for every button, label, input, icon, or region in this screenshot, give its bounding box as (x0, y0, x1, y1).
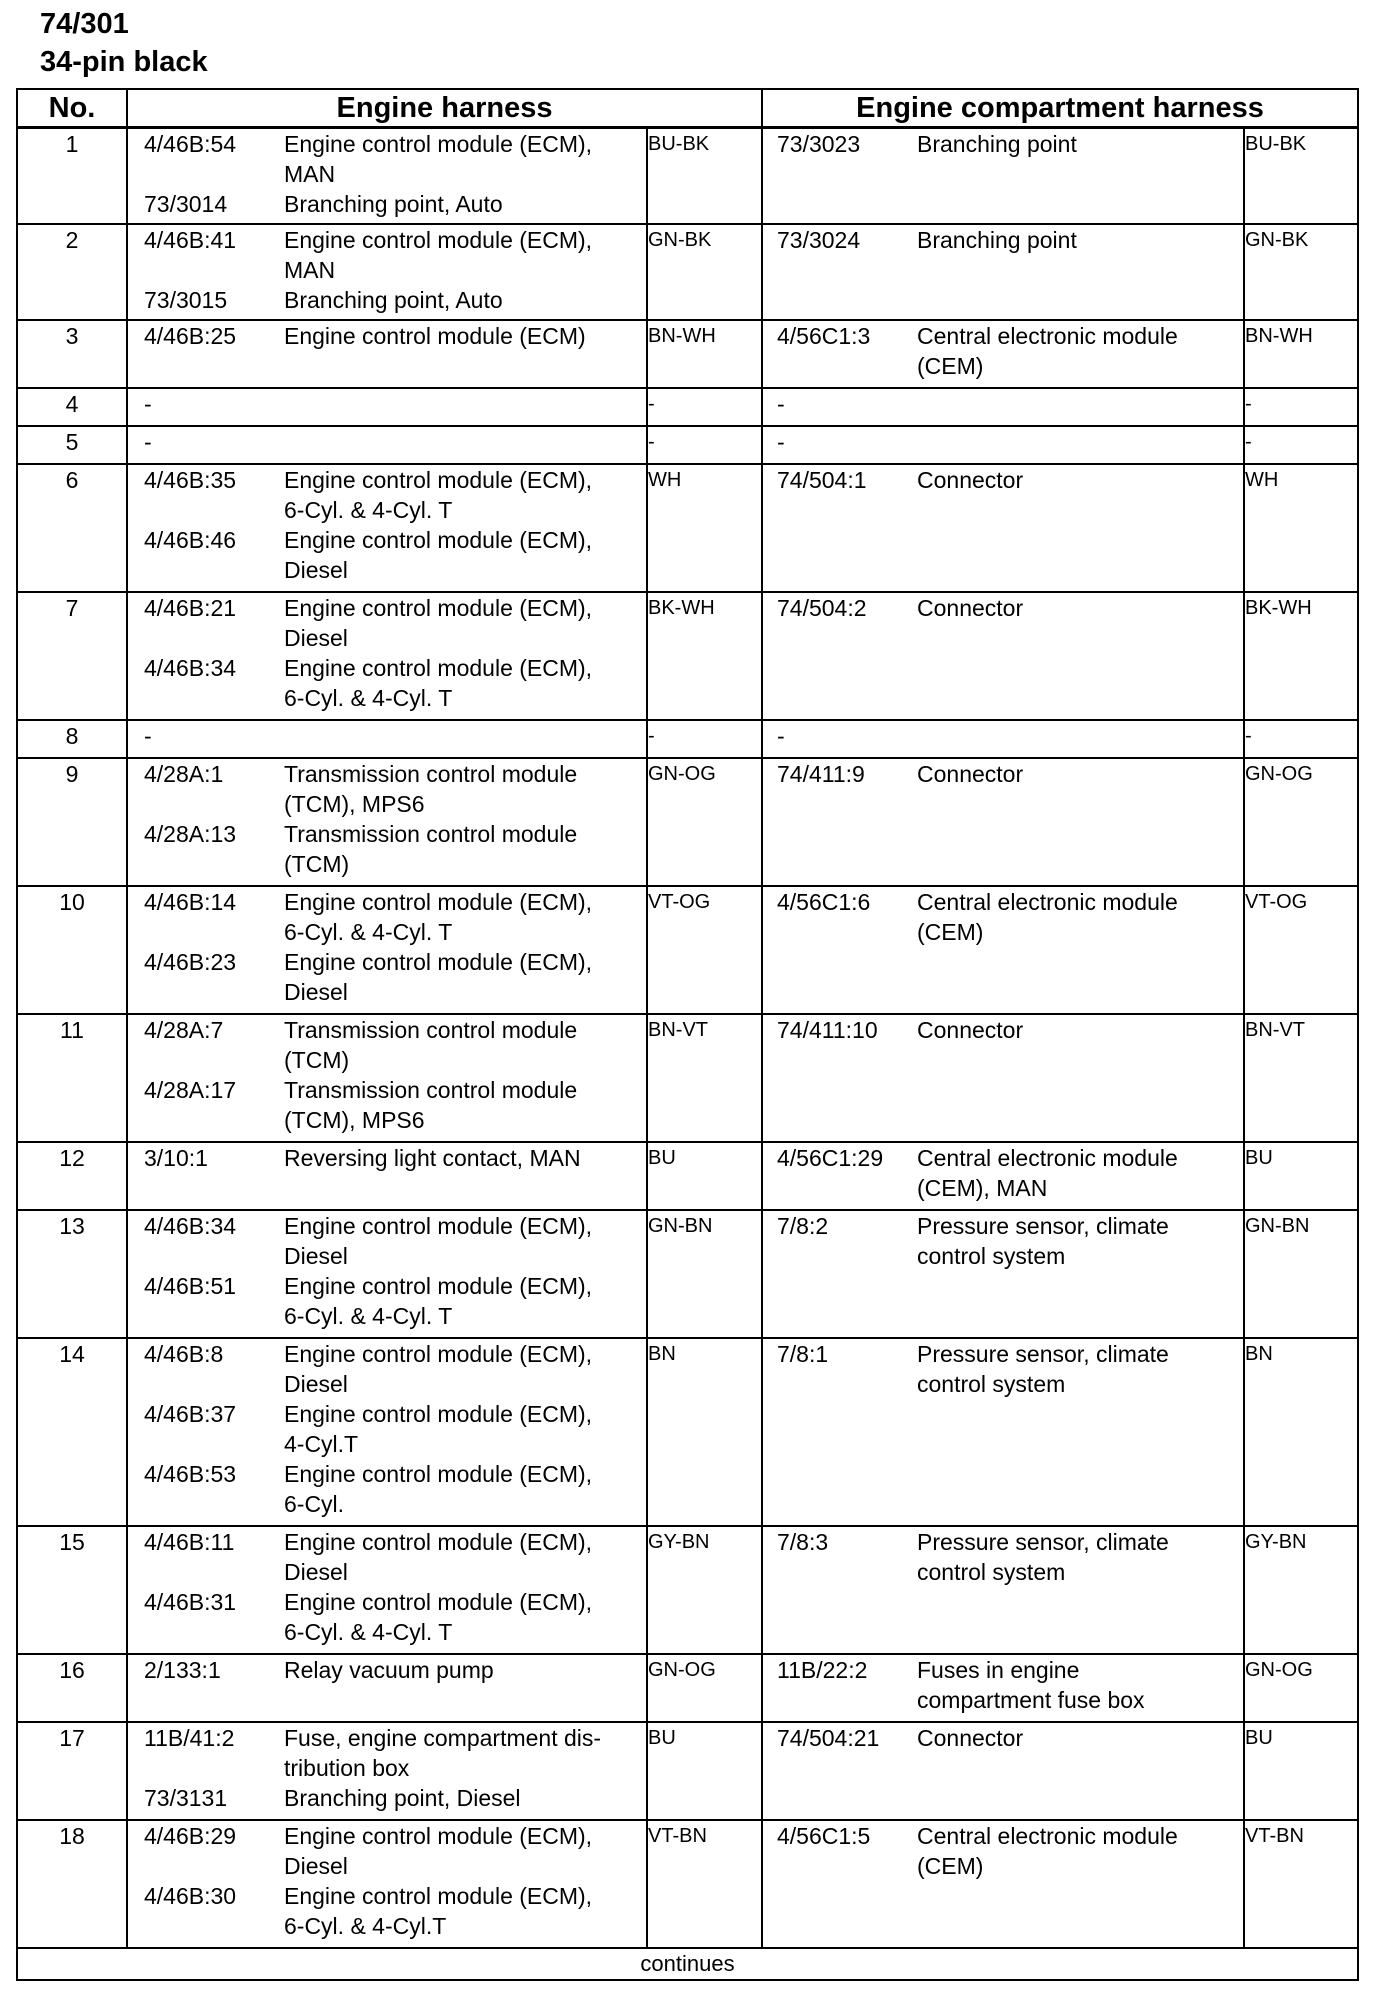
engine-harness-cell (127, 1526, 647, 1654)
compartment-entry (763, 1723, 1243, 1753)
engine-harness-cell (127, 426, 647, 464)
engine-terminal-code: 4/46B:21 (144, 594, 237, 621)
pin-number: 15 (17, 1526, 127, 1654)
pin-number: 11 (17, 1014, 127, 1142)
engine-entry (128, 1339, 646, 1399)
pin-number: 5 (17, 426, 127, 464)
compartment-entry (763, 1211, 1243, 1271)
engine-component-description (284, 721, 646, 751)
engine-entry (128, 721, 646, 751)
engine-harness-cell (127, 1142, 647, 1210)
engine-wire-color: GN-OG (647, 1654, 762, 1722)
engine-terminal-code: 4/46B:14 (144, 888, 237, 915)
compartment-entry (763, 225, 1243, 255)
engine-wire-color: - (647, 388, 762, 426)
compartment-wire-color: GN-BN (1244, 1210, 1358, 1338)
compartment-harness-cell (762, 1142, 1244, 1210)
pin-number: 16 (17, 1654, 127, 1722)
table-row (17, 464, 1358, 592)
compartment-terminal-code: 7/8:2 (777, 1212, 829, 1239)
compartment-component-description: Connector (917, 594, 1024, 621)
compartment-harness-cell (762, 224, 1244, 320)
engine-component-description: Branching point, Auto (284, 191, 503, 217)
engine-wire-color: VT-OG (647, 886, 762, 1014)
table-row (17, 128, 1358, 224)
table-row (17, 1654, 1358, 1722)
engine-entry (128, 759, 646, 819)
engine-terminal-code: 4/46B:35 (144, 466, 237, 493)
engine-terminal-code: 4/46B:54 (144, 131, 237, 157)
engine-wire-color: BN (647, 1338, 762, 1526)
engine-entry (128, 1723, 646, 1783)
pin-number: 6 (17, 464, 127, 592)
table-row (17, 720, 1358, 758)
compartment-terminal-code: 74/504:1 (777, 466, 867, 493)
engine-entry (128, 1459, 646, 1519)
compartment-entry (763, 321, 1243, 381)
engine-wire-color: BU-BK (647, 128, 762, 224)
pin-number: 14 (17, 1338, 127, 1526)
table-row (17, 758, 1358, 886)
engine-terminal-code: 4/46B:34 (144, 1212, 237, 1239)
engine-wire-color: - (647, 720, 762, 758)
compartment-terminal-code: 7/8:3 (777, 1528, 829, 1555)
engine-terminal-code: 4/46B:29 (144, 1822, 237, 1849)
compartment-wire-color: VT-BN (1244, 1820, 1358, 1948)
engine-component-description: Relay vacuum pump (284, 1656, 494, 1683)
compartment-terminal-code: - (777, 722, 785, 749)
engine-entry (128, 389, 646, 419)
compartment-wire-color: BK-WH (1244, 592, 1358, 720)
engine-entry (128, 653, 646, 713)
engine-terminal-code: 4/46B:30 (144, 1882, 237, 1909)
pin-number: 2 (17, 224, 127, 320)
engine-entry (128, 1881, 646, 1941)
compartment-harness-cell (762, 886, 1244, 1014)
compartment-component-description (917, 427, 1243, 457)
engine-entry (128, 285, 646, 315)
compartment-component-description (917, 389, 1243, 419)
engine-terminal-code: 4/46B:46 (144, 526, 237, 553)
engine-harness-cell (127, 1338, 647, 1526)
table-header (17, 89, 1358, 128)
compartment-harness-cell (762, 128, 1244, 224)
engine-wire-color: BN-WH (647, 320, 762, 388)
compartment-entry (763, 1527, 1243, 1587)
engine-harness-cell (127, 758, 647, 886)
engine-entry (128, 1075, 646, 1135)
compartment-harness-cell (762, 1526, 1244, 1654)
engine-entry (128, 1821, 646, 1881)
engine-harness-cell (127, 1654, 647, 1722)
engine-wire-color: BN-VT (647, 1014, 762, 1142)
compartment-wire-color: - (1244, 720, 1358, 758)
engine-component-description: Fuse, engine compartment dis- tribution box (284, 1724, 602, 1781)
compartment-terminal-code: 73/3024 (777, 226, 861, 253)
compartment-terminal-code: 74/411:10 (777, 1016, 878, 1043)
engine-entry (128, 887, 646, 947)
engine-component-description: Transmission control module (TCM) (284, 1016, 578, 1073)
engine-component-description: Engine control module (ECM), 6-Cyl. & 4-Cyl. T (284, 1588, 593, 1645)
table-row (17, 1338, 1358, 1526)
engine-component-description: Branching point, Diesel (284, 1784, 521, 1811)
col-header-engine-harness: Engine harness (127, 89, 762, 128)
compartment-component-description: Connector (917, 1016, 1024, 1043)
engine-harness-cell (127, 1820, 647, 1948)
engine-entry (128, 1527, 646, 1587)
table-row (17, 388, 1358, 426)
engine-entry (128, 947, 646, 1007)
compartment-wire-color: BU-BK (1244, 128, 1358, 224)
engine-wire-color: WH (647, 464, 762, 592)
compartment-component-description: Fuses in engine compartment fuse box (917, 1656, 1145, 1713)
engine-terminal-code: 73/3131 (144, 1784, 228, 1811)
engine-component-description: Engine control module (ECM) (284, 322, 586, 349)
engine-component-description: Engine control module (ECM), 6-Cyl. & 4-Cyl. T (284, 1272, 593, 1329)
engine-terminal-code: 4/28A:1 (144, 760, 224, 787)
engine-terminal-code: 4/28A:7 (144, 1016, 224, 1043)
compartment-component-description: Pressure sensor, climate control system (917, 1528, 1169, 1585)
engine-wire-color: GY-BN (647, 1526, 762, 1654)
engine-component-description: Engine control module (ECM), Diesel (284, 1340, 593, 1397)
compartment-terminal-code: 11B/22:2 (777, 1656, 868, 1683)
compartment-harness-cell (762, 1820, 1244, 1948)
engine-component-description (284, 389, 646, 419)
compartment-component-description: Central electronic module (CEM), MAN (917, 1144, 1178, 1201)
engine-component-description: Reversing light contact, MAN (284, 1144, 581, 1171)
engine-entry (128, 1143, 646, 1173)
engine-entry (128, 1655, 646, 1685)
engine-entry (128, 1211, 646, 1271)
engine-terminal-code: - (144, 722, 152, 749)
table-row (17, 426, 1358, 464)
engine-component-description: Branching point, Auto (284, 286, 503, 313)
engine-harness-cell (127, 464, 647, 592)
pin-number: 10 (17, 886, 127, 1014)
engine-entry (128, 1015, 646, 1075)
compartment-harness-cell (762, 1210, 1244, 1338)
engine-harness-cell (127, 592, 647, 720)
engine-terminal-code: 4/28A:13 (144, 820, 237, 847)
engine-component-description: Engine control module (ECM), 4-Cyl.T (284, 1400, 593, 1457)
compartment-harness-cell (762, 1338, 1244, 1526)
table-body (17, 128, 1358, 1948)
compartment-component-description: Central electronic module (CEM) (917, 322, 1178, 379)
engine-component-description (284, 427, 646, 457)
pin-number: 12 (17, 1142, 127, 1210)
compartment-component-description (917, 721, 1243, 751)
connector-description: 34-pin black (40, 46, 208, 78)
table-row (17, 592, 1358, 720)
engine-component-description: Engine control module (ECM), 6-Cyl. & 4-Cyl. T (284, 654, 593, 711)
compartment-harness-cell (762, 720, 1244, 758)
engine-component-description: Engine control module (ECM), Diesel (284, 1528, 593, 1585)
engine-wire-color: VT-BN (647, 1820, 762, 1948)
engine-entry (128, 593, 646, 653)
compartment-wire-color: BN-VT (1244, 1014, 1358, 1142)
engine-entry (128, 321, 646, 351)
engine-component-description: Engine control module (ECM), Diesel (284, 1212, 593, 1269)
compartment-component-description: Connector (917, 466, 1024, 493)
compartment-wire-color: WH (1244, 464, 1358, 592)
compartment-terminal-code: - (777, 428, 785, 455)
engine-component-description: Engine control module (ECM), Diesel (284, 1822, 593, 1879)
table-row (17, 1210, 1358, 1338)
engine-terminal-code: 4/46B:25 (144, 322, 237, 349)
engine-entry (128, 189, 646, 219)
compartment-harness-cell (762, 1722, 1244, 1820)
compartment-component-description: Pressure sensor, climate control system (917, 1340, 1169, 1397)
pin-table (16, 88, 1359, 1981)
engine-entry (128, 525, 646, 585)
table-row (17, 1722, 1358, 1820)
engine-terminal-code: 73/3015 (144, 286, 228, 313)
engine-component-description: Engine control module (ECM), 6-Cyl. (284, 1460, 593, 1517)
engine-terminal-code: 4/46B:11 (144, 1528, 235, 1555)
compartment-wire-color: BU (1244, 1142, 1358, 1210)
compartment-terminal-code: 74/411:9 (777, 760, 865, 787)
compartment-harness-cell (762, 592, 1244, 720)
compartment-terminal-code: - (777, 390, 785, 417)
col-header-engine-compartment-harness: Engine compartment harness (762, 89, 1358, 128)
compartment-terminal-code: 4/56C1:29 (777, 1144, 884, 1171)
engine-component-description: Engine control module (ECM), MAN (284, 131, 593, 187)
engine-harness-cell (127, 1722, 647, 1820)
pin-number: 4 (17, 388, 127, 426)
engine-entry (128, 465, 646, 525)
compartment-entry (763, 1339, 1243, 1399)
compartment-harness-cell (762, 758, 1244, 886)
engine-component-description: Engine control module (ECM), Diesel (284, 526, 593, 583)
table-row (17, 886, 1358, 1014)
engine-component-description: Engine control module (ECM), Diesel (284, 594, 593, 651)
compartment-terminal-code: 73/3023 (777, 131, 861, 157)
engine-entry (128, 225, 646, 285)
compartment-entry (763, 593, 1243, 623)
engine-wire-color: BK-WH (647, 592, 762, 720)
compartment-harness-cell (762, 1014, 1244, 1142)
compartment-entry (763, 129, 1243, 159)
compartment-entry (763, 1655, 1243, 1715)
compartment-harness-cell (762, 1654, 1244, 1722)
compartment-component-description: Pressure sensor, climate control system (917, 1212, 1169, 1269)
engine-harness-cell (127, 886, 647, 1014)
engine-entry (128, 1271, 646, 1331)
engine-terminal-code: 11B/41:2 (144, 1724, 235, 1751)
pin-number: 7 (17, 592, 127, 720)
compartment-entry (763, 887, 1243, 947)
pin-number: 1 (17, 128, 127, 224)
engine-entry (128, 1399, 646, 1459)
engine-harness-cell (127, 1014, 647, 1142)
engine-terminal-code: 4/46B:8 (144, 1340, 224, 1367)
table-row (17, 1142, 1358, 1210)
continues-label: continues (17, 1948, 1358, 1980)
compartment-entry (763, 465, 1243, 495)
compartment-entry (763, 759, 1243, 789)
engine-entry (128, 427, 646, 457)
engine-wire-color: GN-BN (647, 1210, 762, 1338)
compartment-wire-color: BN-WH (1244, 320, 1358, 388)
compartment-wire-color: BU (1244, 1722, 1358, 1820)
engine-component-description: Engine control module (ECM), 6-Cyl. & 4-Cyl.T (284, 1882, 593, 1939)
engine-terminal-code: 4/46B:34 (144, 654, 237, 681)
compartment-wire-color: GN-OG (1244, 1654, 1358, 1722)
compartment-terminal-code: 7/8:1 (777, 1340, 829, 1367)
compartment-wire-color: VT-OG (1244, 886, 1358, 1014)
engine-wire-color: BU (647, 1142, 762, 1210)
engine-component-description: Engine control module (ECM), 6-Cyl. & 4-Cyl. T (284, 466, 593, 523)
engine-terminal-code: - (144, 390, 152, 417)
compartment-wire-color: - (1244, 426, 1358, 464)
table-row (17, 1014, 1358, 1142)
engine-entry (128, 129, 646, 189)
compartment-harness-cell (762, 320, 1244, 388)
compartment-entry (763, 389, 1243, 419)
engine-terminal-code: 4/46B:51 (144, 1272, 237, 1299)
engine-terminal-code: 4/46B:23 (144, 948, 237, 975)
engine-component-description: Engine control module (ECM), 6-Cyl. & 4-Cyl. T (284, 888, 593, 945)
engine-harness-cell (127, 1210, 647, 1338)
compartment-wire-color: GY-BN (1244, 1526, 1358, 1654)
compartment-harness-cell (762, 426, 1244, 464)
engine-wire-color: - (647, 426, 762, 464)
engine-terminal-code: 4/46B:31 (144, 1588, 237, 1615)
pin-number: 3 (17, 320, 127, 388)
compartment-component-description: Branching point (917, 226, 1077, 253)
engine-component-description: Transmission control module (TCM), MPS6 (284, 1076, 578, 1133)
engine-component-description: Engine control module (ECM), Diesel (284, 948, 593, 1005)
table-row (17, 320, 1358, 388)
compartment-wire-color: GN-BK (1244, 224, 1358, 320)
engine-harness-cell (127, 224, 647, 320)
table-row (17, 224, 1358, 320)
compartment-wire-color: - (1244, 388, 1358, 426)
compartment-terminal-code: 4/56C1:5 (777, 1822, 871, 1849)
compartment-component-description: Connector (917, 760, 1024, 787)
engine-terminal-code: 4/46B:53 (144, 1460, 237, 1487)
pin-number: 9 (17, 758, 127, 886)
compartment-entry (763, 1143, 1243, 1203)
compartment-terminal-code: 74/504:2 (777, 594, 867, 621)
pin-number: 13 (17, 1210, 127, 1338)
engine-wire-color: BU (647, 1722, 762, 1820)
compartment-terminal-code: 4/56C1:6 (777, 888, 871, 915)
compartment-terminal-code: 74/504:21 (777, 1724, 880, 1751)
engine-entry (128, 1783, 646, 1813)
engine-terminal-code: 2/133:1 (144, 1656, 221, 1683)
pin-number: 17 (17, 1722, 127, 1820)
pin-number: 8 (17, 720, 127, 758)
engine-terminal-code: 4/46B:37 (144, 1400, 237, 1427)
engine-terminal-code: - (144, 428, 152, 455)
engine-harness-cell (127, 388, 647, 426)
compartment-wire-color: BN (1244, 1338, 1358, 1526)
compartment-entry (763, 1015, 1243, 1045)
engine-wire-color: GN-OG (647, 758, 762, 886)
pin-number: 18 (17, 1820, 127, 1948)
engine-terminal-code: 4/28A:17 (144, 1076, 237, 1103)
engine-terminal-code: 73/3014 (144, 191, 228, 217)
compartment-component-description: Branching point (917, 131, 1077, 157)
engine-harness-cell (127, 320, 647, 388)
compartment-harness-cell (762, 388, 1244, 426)
compartment-entry (763, 721, 1243, 751)
engine-harness-cell (127, 128, 647, 224)
compartment-wire-color: GN-OG (1244, 758, 1358, 886)
engine-terminal-code: 4/46B:41 (144, 226, 237, 253)
connector-id: 74/301 (40, 8, 129, 40)
engine-wire-color: GN-BK (647, 224, 762, 320)
engine-entry (128, 819, 646, 879)
engine-component-description: Engine control module (ECM), MAN (284, 226, 593, 283)
col-header-no: No. (17, 89, 127, 128)
compartment-entry (763, 427, 1243, 457)
table-footer (17, 1948, 1358, 1980)
engine-entry (128, 1587, 646, 1647)
table-row (17, 1820, 1358, 1948)
engine-harness-cell (127, 720, 647, 758)
engine-component-description: Transmission control module (TCM) (284, 820, 578, 877)
compartment-component-description: Central electronic module (CEM) (917, 888, 1178, 945)
engine-component-description: Transmission control module (TCM), MPS6 (284, 760, 578, 817)
compartment-harness-cell (762, 464, 1244, 592)
compartment-component-description: Central electronic module (CEM) (917, 1822, 1178, 1879)
engine-terminal-code: 3/10:1 (144, 1144, 208, 1171)
compartment-entry (763, 1821, 1243, 1881)
compartment-terminal-code: 4/56C1:3 (777, 322, 871, 349)
compartment-component-description: Connector (917, 1724, 1024, 1751)
table-row (17, 1526, 1358, 1654)
